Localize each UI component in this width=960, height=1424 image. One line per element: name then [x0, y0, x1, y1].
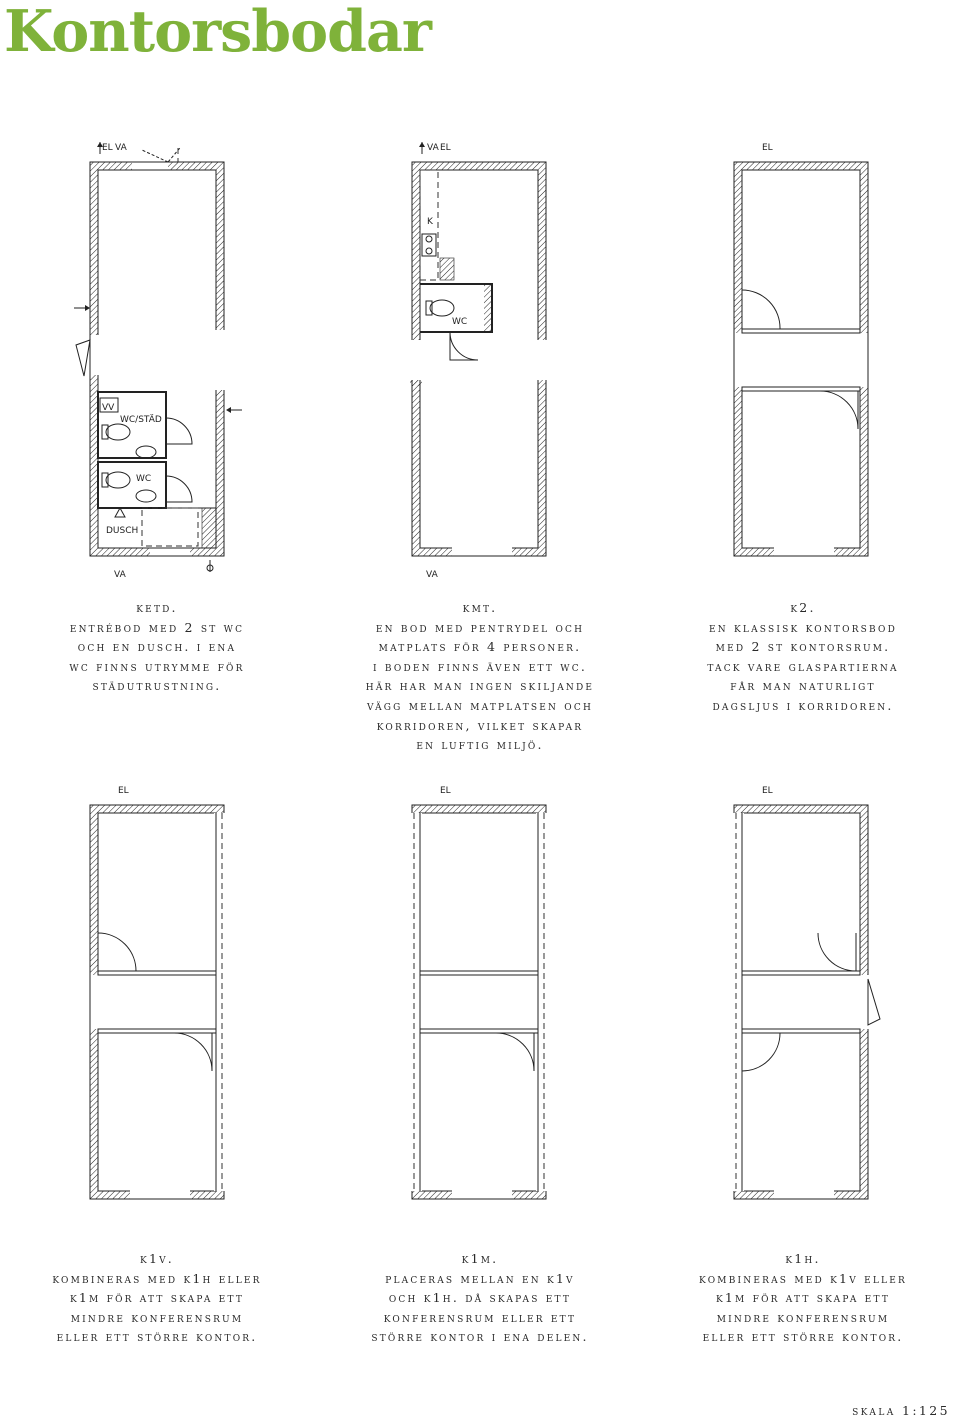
caption-line: korridoren, vilket skapar	[376, 717, 584, 733]
floor-plan-kmt	[392, 140, 572, 580]
plan-label: EL	[762, 143, 773, 153]
caption-line: wc finns utrymme för	[69, 658, 245, 674]
caption-k1m	[330, 1249, 630, 1347]
caption-title: ketd.	[136, 600, 178, 615]
caption-line: dagsljus i korridoren.	[712, 697, 894, 713]
caption-line: i boden finns även ett wc.	[372, 658, 587, 674]
plan-label: DUSCH	[106, 526, 139, 536]
caption-line: här har man ingen skiljande	[365, 678, 595, 694]
plan-label: VV	[102, 403, 115, 413]
plan-label: WC	[452, 317, 468, 327]
outer-wall	[734, 805, 868, 1199]
caption-line: entrébod med 2 st wc	[69, 619, 245, 635]
plan-label: EL	[440, 786, 451, 796]
caption-title: kmt.	[462, 600, 498, 615]
caption-line: städutrustning.	[92, 678, 222, 694]
plan-label: WC/STÄD	[120, 415, 162, 425]
caption-k1v	[7, 1249, 307, 1347]
caption-line: eller ett större kontor.	[56, 1329, 258, 1345]
caption-k1h	[653, 1249, 953, 1347]
caption-line: tack vare glaspartierna	[707, 658, 899, 674]
plan-label: VA	[115, 143, 127, 153]
scale-note: skala 1:125	[852, 1403, 950, 1418]
caption-line: en luftig miljö.	[416, 737, 544, 753]
floor-plan-ketd	[70, 140, 250, 580]
outer-wall	[412, 805, 546, 1199]
outer-wall	[90, 805, 224, 1199]
caption-ketd	[7, 598, 307, 696]
caption-line: konferensrum eller ett	[383, 1309, 577, 1325]
caption-line: större kontor i ena delen.	[371, 1329, 589, 1345]
caption-line: vägg mellan matplatsen och	[367, 697, 593, 713]
caption-line: mindre konferensrum	[716, 1309, 890, 1325]
caption-title: k1m.	[461, 1251, 499, 1266]
caption-line: matplats för 4 personer.	[378, 639, 582, 655]
plan-label: VA	[426, 570, 438, 580]
caption-line: mindre konferensrum	[70, 1309, 244, 1325]
caption-line: och en dusch. i ena	[77, 639, 237, 655]
outer-wall	[734, 162, 868, 556]
plan-label: VA	[114, 570, 126, 580]
caption-line: en bod med pentrydel och	[375, 619, 585, 635]
caption-line: med 2 st kontorsrum.	[715, 639, 891, 655]
caption-line: får man naturligt	[730, 678, 876, 694]
caption-title: k1v.	[140, 1251, 174, 1266]
caption-line: en klassisk kontorsbod	[708, 619, 898, 635]
caption-line: k1m för att skapa ett	[715, 1290, 891, 1306]
plan-label: EL	[440, 143, 451, 153]
caption-line: k1m för att skapa ett	[69, 1290, 245, 1306]
caption-title: k2.	[790, 600, 816, 615]
plan-label: EL	[102, 143, 113, 153]
floor-plan-k1v	[70, 783, 250, 1223]
floor-plan-k2	[714, 140, 894, 580]
caption-title: k1h.	[785, 1251, 821, 1266]
caption-line: och k1h. då skapas ett	[388, 1290, 572, 1306]
plan-label: EL	[118, 786, 129, 796]
floor-plan-k1h	[714, 783, 894, 1223]
plan-label: K	[427, 217, 433, 227]
caption-line: kombineras med k1v eller	[699, 1270, 907, 1286]
plan-label: EL	[762, 786, 773, 796]
caption-k2	[653, 598, 953, 716]
caption-kmt	[330, 598, 630, 755]
caption-line: eller ett större kontor.	[702, 1329, 904, 1345]
caption-line: kombineras med k1h eller	[52, 1270, 262, 1286]
floor-plan-k1m	[392, 783, 572, 1223]
caption-line: placeras mellan en k1v	[385, 1270, 575, 1286]
outer-wall	[90, 162, 224, 556]
plan-label: VA	[427, 143, 439, 153]
plan-label: WC	[136, 474, 152, 484]
page-title: Kontorsbodar	[4, 0, 431, 65]
